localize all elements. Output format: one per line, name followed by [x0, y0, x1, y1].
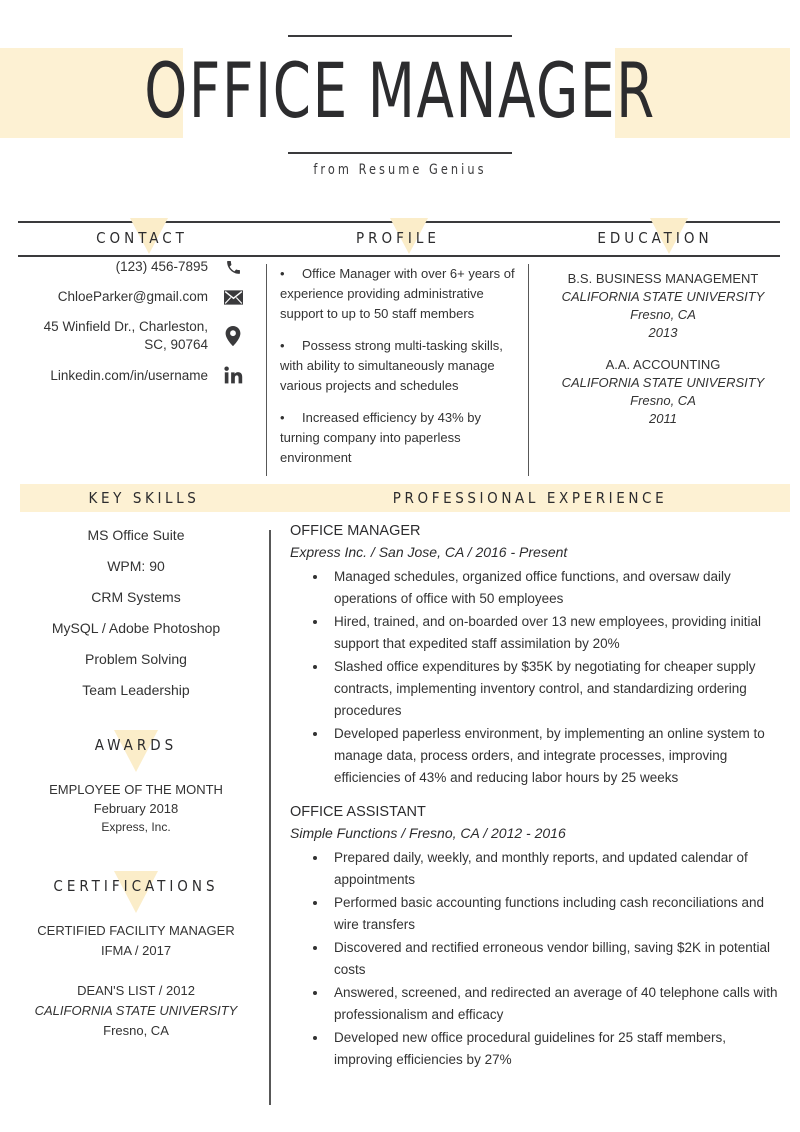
job-bullet-list: [290, 565, 784, 789]
midsection-heading-row: [20, 484, 790, 512]
bullet-glyph: •: [280, 266, 285, 281]
certification-detail: IFMA / 2017: [100, 943, 172, 958]
section-heading-key-skills: KEY SKILLS: [88, 489, 200, 507]
experience-column: [290, 520, 784, 1083]
bullet-glyph: •: [280, 410, 285, 425]
phone-icon: [218, 259, 248, 276]
envelope-icon: [218, 290, 248, 305]
education-degree: B.S. BUSINESS MANAGEMENT: [567, 271, 759, 286]
education-school: CALIFORNIA STATE UNIVERSITY: [561, 289, 765, 304]
certification-entry: [16, 981, 256, 1041]
section-heading-certifications: CERTIFICATIONS: [53, 877, 219, 895]
contact-item-linkedin: [18, 366, 248, 385]
awards-heading-wrap: [16, 730, 256, 770]
education-year: 2013: [648, 325, 678, 340]
profile-bullet-text: Possess strong multi-tasking skills, with ability to simultaneously manage various projects and schedules: [280, 338, 503, 393]
section-heading-education: EDUCATION: [597, 229, 713, 247]
page-title: OFFICE MANAGER: [144, 46, 656, 135]
section-heading-awards: AWARDS: [94, 736, 178, 754]
job-bullet: • Slashed office expenditures by $35K by negotiating for cheaper supply contracts, implementing inventory control, and standardizing ordering procedures: [328, 655, 784, 722]
profile-column: [280, 264, 518, 480]
skill-item: MySQL / Adobe Photoshop: [51, 620, 221, 636]
contact-phone-text: (123) 456-7895: [115, 259, 208, 274]
award-entry: [16, 780, 256, 837]
linkedin-icon: [218, 366, 248, 385]
job-bullet: • Prepared daily, weekly, and monthly reports, and updated calendar of appointments: [328, 846, 784, 891]
certifications-heading-wrap: [16, 871, 256, 911]
skill-item: Team Leadership: [82, 682, 190, 698]
skill-item: WPM: 90: [107, 558, 165, 574]
job-bullet: • Developed paperless environment, by implementing an online system to manage data, process orders, and integrate processes, improving efficiencies of 43% and reducing labor hours by 25 weeks: [328, 722, 784, 789]
profile-bullet: [280, 336, 518, 396]
job-bullet: • Answered, screened, and redirected an average of 40 telephone calls with professionalism and efficacy: [328, 981, 784, 1026]
profile-bullet: [280, 408, 518, 468]
upper-columns: [0, 258, 800, 480]
job-bullet: • Developed new office procedural guidelines for 25 staff members, improving efficiencies by 27%: [328, 1026, 784, 1071]
sidebar-column: [16, 520, 256, 1045]
map-pin-icon: [218, 326, 248, 346]
certification-entry: [16, 921, 256, 961]
experience-entry: [290, 520, 784, 789]
job-meta: Simple Functions / Fresno, CA / 2012 - 2016: [290, 825, 566, 841]
column-divider-3: [269, 530, 271, 1105]
education-year: 2011: [649, 411, 677, 426]
header-rule-top: [288, 35, 512, 37]
contact-email-text: ChloeParker@gmail.com: [57, 289, 208, 304]
contact-item-phone: [18, 258, 248, 276]
job-bullet: • Performed basic accounting functions including cash reconciliations and wire transfers: [328, 891, 784, 936]
column-divider-2: [528, 264, 529, 476]
certification-extra: Fresno, CA: [103, 1023, 169, 1038]
header-rule-bottom: [288, 152, 512, 154]
education-location: Fresno, CA: [630, 393, 696, 408]
contact-column: [18, 258, 248, 397]
profile-bullet: [280, 264, 518, 324]
section-heading-professional-experience: PROFESSIONAL EXPERIENCE: [392, 489, 668, 507]
job-bullet-list: [290, 846, 784, 1071]
contact-item-email: [18, 288, 248, 306]
job-title: OFFICE MANAGER: [290, 523, 421, 539]
bullet-glyph: •: [280, 338, 285, 353]
education-entry: [545, 356, 781, 428]
resume-header: [0, 0, 800, 212]
column-divider-1: [266, 264, 267, 476]
profile-bullet-text: Office Manager with over 6+ years of experience providing administrative support to up to 50 staff members: [280, 266, 515, 321]
job-bullet: • Discovered and rectified erroneous vendor billing, saving $2K in potential costs: [328, 936, 784, 981]
job-title: OFFICE ASSISTANT: [290, 804, 426, 820]
education-column: [545, 270, 781, 442]
education-location: Fresno, CA: [630, 307, 696, 322]
award-org: Express, Inc.: [101, 820, 171, 834]
section-heading-profile: PROFILE: [356, 229, 440, 247]
certification-detail: CALIFORNIA STATE UNIVERSITY: [34, 1003, 238, 1018]
education-school: CALIFORNIA STATE UNIVERSITY: [561, 375, 765, 390]
certification-name: CERTIFIED FACILITY MANAGER: [37, 923, 235, 938]
education-degree: A.A. ACCOUNTING: [605, 357, 721, 372]
profile-bullet-text: Increased efficiency by 43% by turning company into paperless environment: [280, 410, 481, 465]
contact-linkedin-text: Linkedin.com/in/username: [50, 367, 208, 383]
award-date: February 2018: [93, 801, 179, 816]
section-heading-row: [18, 221, 780, 255]
education-entry: [545, 270, 781, 342]
contact-item-address: [18, 318, 248, 354]
section-heading-contact: CONTACT: [96, 229, 188, 247]
job-bullet: • Hired, trained, and on-boarded over 13 new employees, providing initial support that expedited staff assimilation by 20%: [328, 610, 784, 655]
certification-name: DEAN'S LIST / 2012: [77, 983, 195, 998]
job-bullet: • Managed schedules, organized office functions, and oversaw daily operations of office with 50 employees: [328, 565, 784, 610]
job-meta: Express Inc. / San Jose, CA / 2016 - Present: [290, 544, 568, 560]
award-name: EMPLOYEE OF THE MONTH: [49, 782, 223, 797]
skill-item: CRM Systems: [91, 589, 181, 605]
skill-item: MS Office Suite: [87, 527, 185, 543]
contact-address-text: 45 Winfield Dr., Charleston, SC, 90764: [43, 319, 208, 352]
header-subtitle: from Resume Genius: [313, 162, 487, 178]
experience-entry: [290, 801, 784, 1071]
skill-item: Problem Solving: [85, 651, 187, 667]
